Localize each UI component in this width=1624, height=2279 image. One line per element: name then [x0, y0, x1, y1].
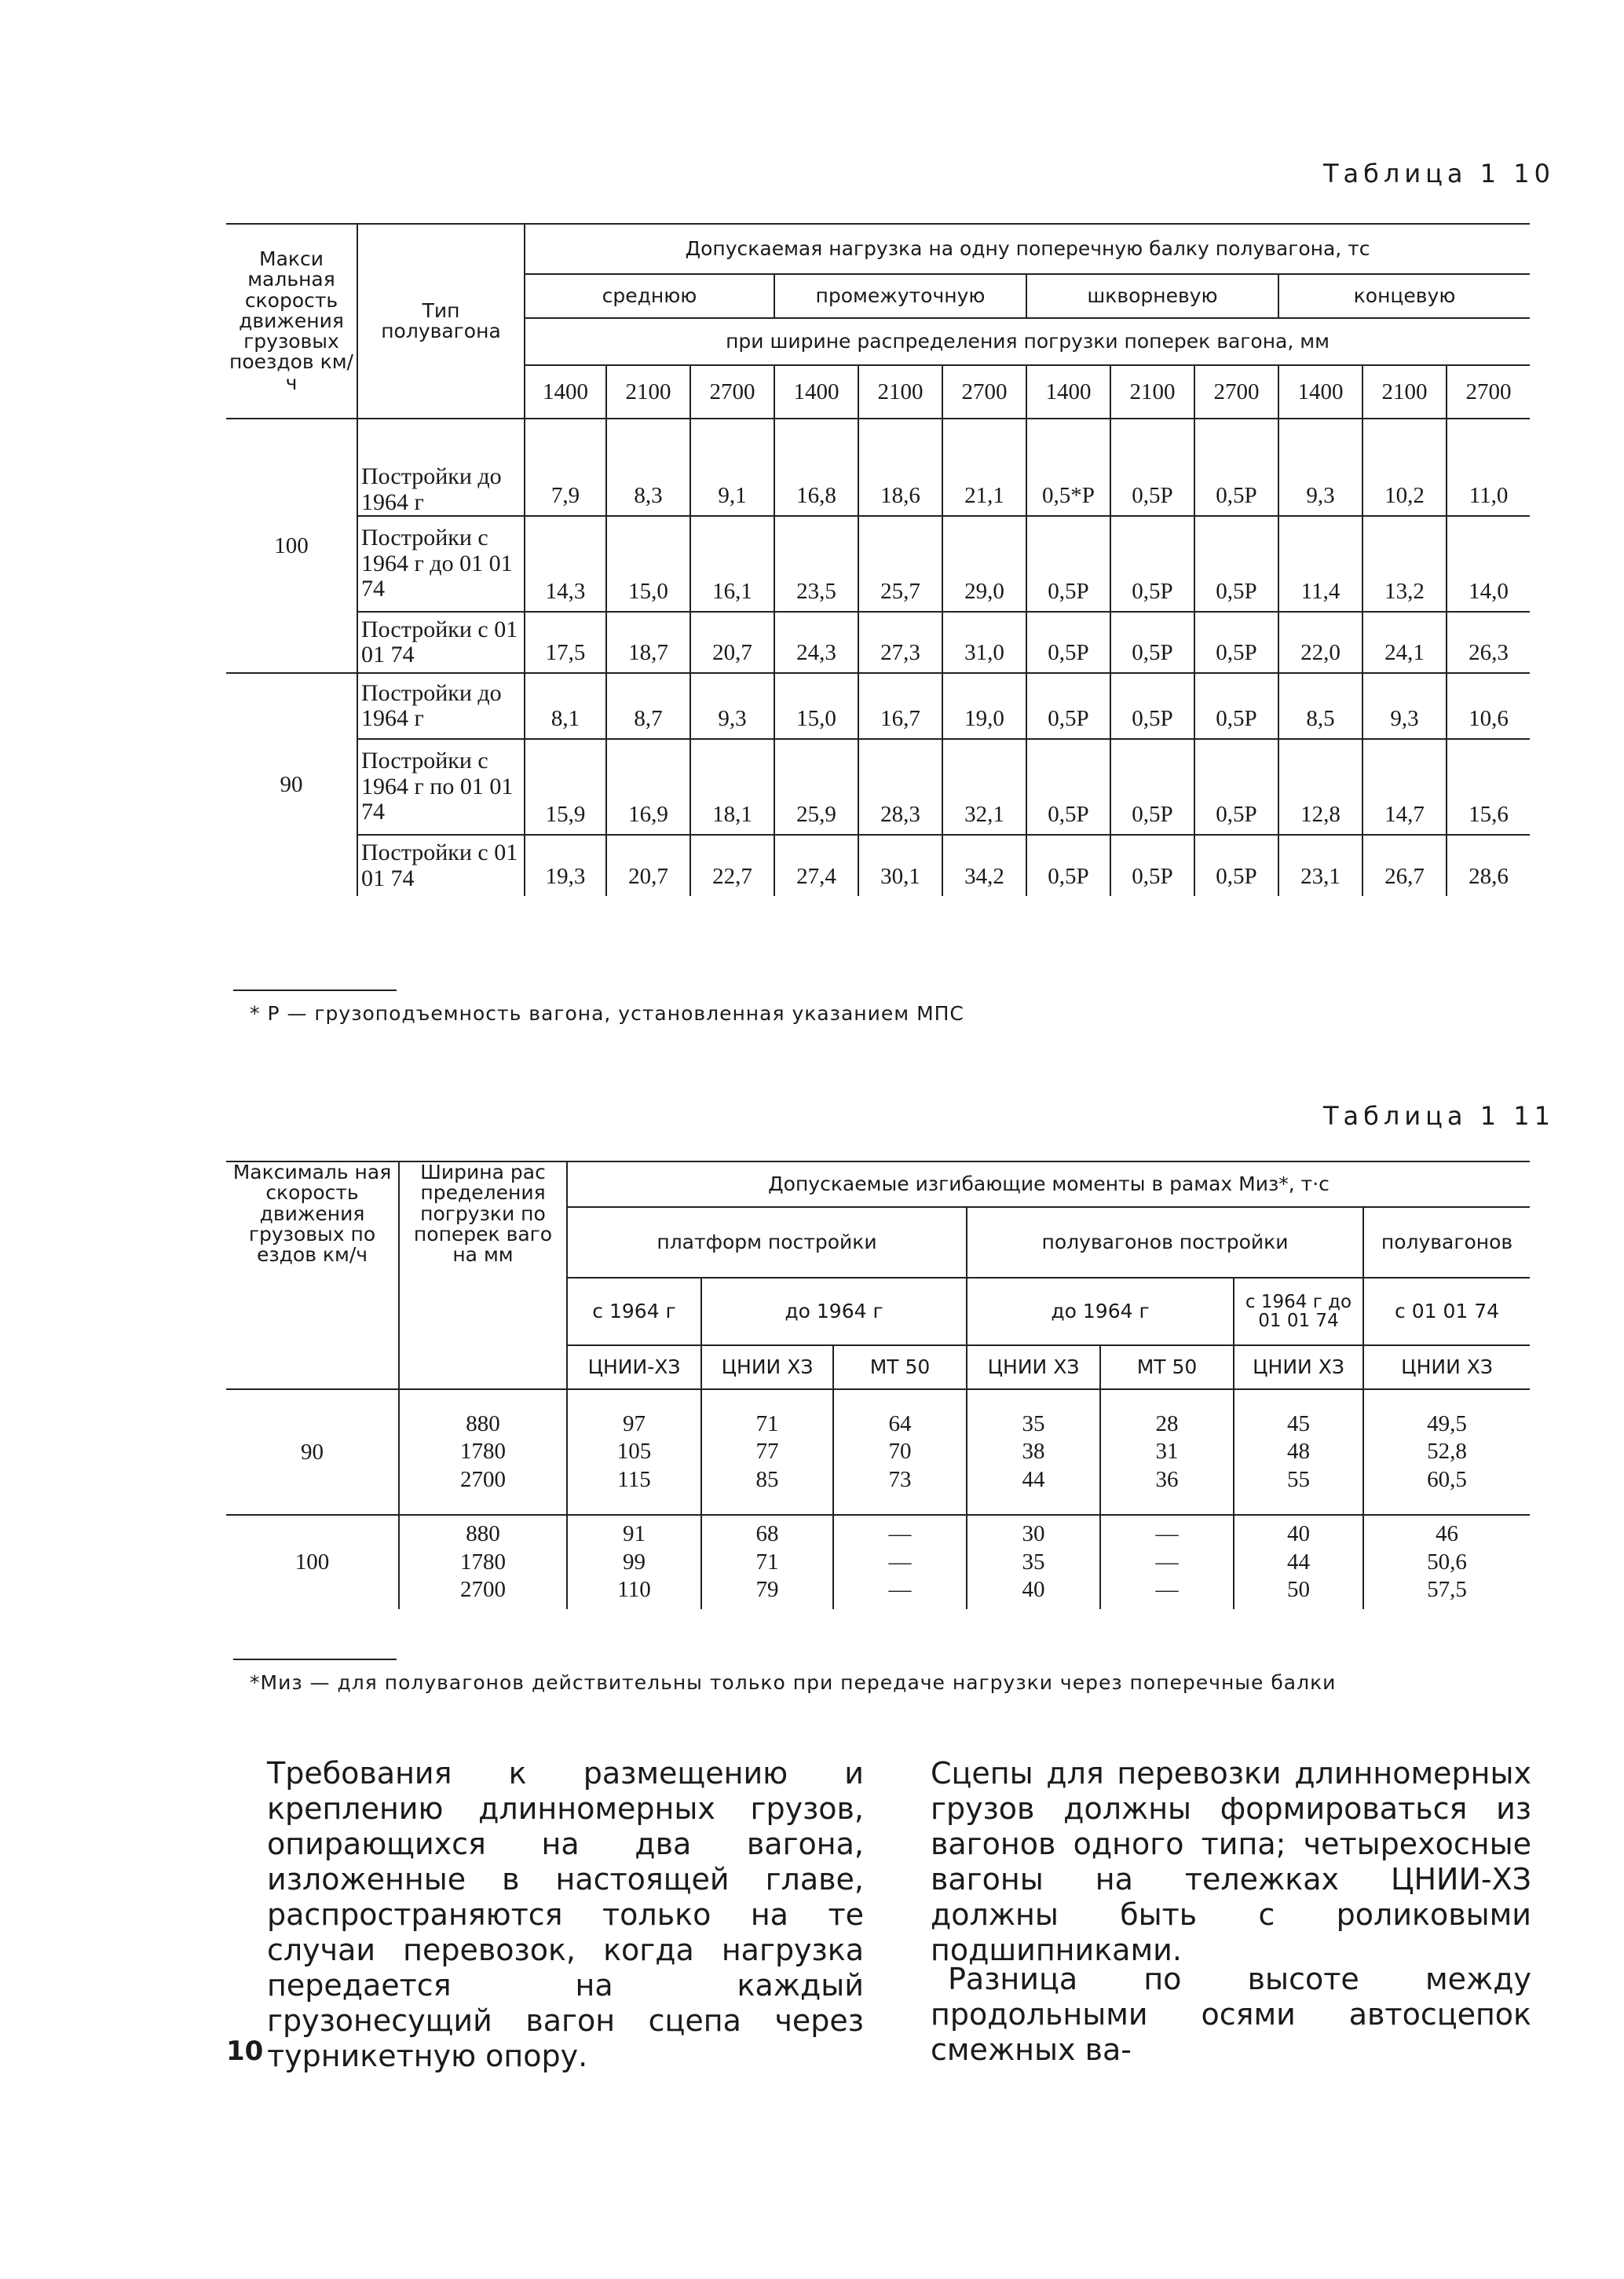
- page-number: 10: [226, 2036, 264, 2067]
- t10-value-cell: 11,0: [1447, 419, 1530, 516]
- t11-value-cell: [833, 1389, 967, 1515]
- t11-header-speed: Максималь ная скорость движения грузовых по ездов км/ч: [226, 1161, 399, 1389]
- t10-value-cell: 20,7: [690, 612, 774, 673]
- t10-value-cell: 7,9: [525, 419, 606, 516]
- t11-value: 36: [1155, 1466, 1179, 1492]
- t10-type-cell: Постройки с 1964 г по 01 01 74: [357, 739, 525, 835]
- t11-value-cell: [701, 1389, 833, 1515]
- t10-value-cell: 19,3: [525, 835, 606, 896]
- t11-header-period: с 01 01 74: [1363, 1278, 1530, 1345]
- t10-value-cell: 10,2: [1362, 419, 1447, 516]
- t10-value-cell: 0,5Р: [1110, 835, 1194, 896]
- t10-value-cell: 0,5Р: [1026, 516, 1110, 612]
- t11-value: 77: [755, 1439, 779, 1465]
- t10-value-cell: 18,6: [858, 419, 942, 516]
- text-left-paragraph: Требования к размещению и креплению длинномерных грузов, опирающихся на два вагона, изложенные в настоящей главе, распространяются только на те случаи перевозок, когда нагрузка передается на каждый грузонесущий вагон сцепа через турникетную опору.: [267, 1756, 864, 2073]
- t11-value-cell: [1100, 1389, 1234, 1515]
- t11-row: [226, 1389, 1530, 1515]
- t11-width-cell: [399, 1389, 567, 1515]
- t10-value-cell: 26,7: [1362, 835, 1447, 896]
- t11-value: 40: [1287, 1521, 1310, 1547]
- t10-value-cell: 30,1: [858, 835, 942, 896]
- t11-width-value: 1780: [460, 1439, 506, 1465]
- t11-value-cell: [1234, 1515, 1363, 1609]
- t11-value-cell: [1234, 1389, 1363, 1515]
- t10-value-cell: 18,7: [606, 612, 690, 673]
- t11-header-moments: Допускаемые изгибающие моменты в рамах Миз*, т·с: [567, 1161, 1530, 1207]
- t10-type-cell: Постройки до 1964 г: [357, 419, 525, 516]
- t10-footnote: * Р — грузоподъемность вагона, установленная указанием МПС: [250, 1002, 964, 1025]
- t11-value: 31: [1155, 1439, 1179, 1465]
- t10-value-cell: 17,5: [525, 612, 606, 673]
- t10-width-label: 2700: [690, 365, 774, 419]
- t10-value-cell: 25,9: [774, 739, 858, 835]
- t10-row: [226, 739, 1530, 835]
- t10-header-width: при ширине распределения погрузки поперек вагона, мм: [525, 318, 1530, 365]
- t10-row: [226, 673, 1530, 739]
- t10-value-cell: 8,5: [1278, 673, 1362, 739]
- t10-width-label: 1400: [774, 365, 858, 419]
- t11-value-cell: [1100, 1515, 1234, 1609]
- t10-value-cell: 21,1: [942, 419, 1026, 516]
- t10-width-label: 2100: [1110, 365, 1194, 419]
- t10-speed-cell: 100: [226, 419, 357, 673]
- t10-value-cell: 12,8: [1278, 739, 1362, 835]
- t11-value: 64: [888, 1410, 912, 1436]
- t10-value-cell: 23,1: [1278, 835, 1362, 896]
- t11-width-value: 880: [466, 1410, 500, 1436]
- t10-value-cell: 23,5: [774, 516, 858, 612]
- t11-speed-cell: 100: [226, 1515, 399, 1609]
- t11-footnote: *Миз — для полувагонов действительны только при передаче нагрузки через поперечные балки: [250, 1671, 1337, 1694]
- t11-bogie-label: МТ 50: [1100, 1345, 1234, 1389]
- t10-value-cell: 9,3: [690, 673, 774, 739]
- t10-width-label: 1400: [1026, 365, 1110, 419]
- t11-value: 52,8: [1427, 1439, 1467, 1465]
- table11-caption: Таблица 1 11: [1323, 1101, 1555, 1131]
- t11-header-period: с 1964 г до 01 01 74: [1234, 1278, 1363, 1345]
- t10-header-group: среднюю: [525, 274, 774, 318]
- t11-value: 50,6: [1427, 1549, 1467, 1575]
- t10-value-cell: 10,6: [1447, 673, 1530, 739]
- t11-value-cell: [833, 1515, 967, 1609]
- t11-value: 45: [1287, 1410, 1310, 1436]
- t11-value: —: [888, 1521, 912, 1547]
- t11-value: 70: [888, 1439, 912, 1465]
- t11-value-cell: [1363, 1389, 1530, 1515]
- t10-header-speed: Макси мальная скорость движения грузовых поездов км/ч: [226, 224, 357, 419]
- t10-value-cell: 0,5Р: [1110, 739, 1194, 835]
- t11-value: —: [1155, 1549, 1179, 1575]
- t10-value-cell: 34,2: [942, 835, 1026, 896]
- t11-value: 48: [1287, 1439, 1310, 1465]
- t10-value-cell: 16,8: [774, 419, 858, 516]
- t10-value-cell: 16,1: [690, 516, 774, 612]
- t10-footnote-rule: [233, 990, 397, 991]
- t10-width-label: 2700: [1194, 365, 1278, 419]
- t11-value: 73: [888, 1466, 912, 1492]
- t10-value-cell: 15,0: [606, 516, 690, 612]
- t11-value: 105: [616, 1439, 652, 1465]
- t11-value: 71: [755, 1549, 779, 1575]
- t10-row: [226, 835, 1530, 896]
- t11-bogie-label: ЦНИИ ХЗ: [701, 1345, 833, 1389]
- t10-width-label: 2100: [606, 365, 690, 419]
- t10-value-cell: 24,1: [1362, 612, 1447, 673]
- t11-value: 38: [1022, 1439, 1045, 1465]
- t10-value-cell: 15,6: [1447, 739, 1530, 835]
- t10-row: [226, 612, 1530, 673]
- t10-width-label: 2700: [1447, 365, 1530, 419]
- t10-value-cell: 9,3: [1362, 673, 1447, 739]
- t10-value-cell: 11,4: [1278, 516, 1362, 612]
- t10-value-cell: 29,0: [942, 516, 1026, 612]
- t11-value: 35: [1022, 1549, 1045, 1575]
- t10-header-group: промежуточную: [774, 274, 1026, 318]
- t11-value-cell: [967, 1515, 1100, 1609]
- t10-value-cell: 15,0: [774, 673, 858, 739]
- t11-value: 60,5: [1427, 1466, 1467, 1492]
- t11-row: [226, 1515, 1530, 1609]
- t11-value: 44: [1287, 1549, 1310, 1575]
- t11-value: 49,5: [1427, 1410, 1467, 1436]
- t10-value-cell: 0,5Р: [1194, 835, 1278, 896]
- t10-value-cell: 13,2: [1362, 516, 1447, 612]
- t11-value: 46: [1436, 1521, 1459, 1547]
- t11-value: 110: [617, 1577, 651, 1603]
- t11-bogie-label: ЦНИИ ХЗ: [967, 1345, 1100, 1389]
- t10-value-cell: 8,7: [606, 673, 690, 739]
- t11-value: 91: [623, 1521, 646, 1547]
- t11-value-cell: [567, 1389, 701, 1515]
- t10-value-cell: 20,7: [606, 835, 690, 896]
- t11-speed-cell: 90: [226, 1389, 399, 1515]
- t11-width-value: 880: [466, 1521, 500, 1547]
- t10-value-cell: 0,5Р: [1194, 673, 1278, 739]
- t11-footnote-rule: [233, 1659, 397, 1660]
- t11-value: 55: [1287, 1466, 1310, 1492]
- t11-width-value: 2700: [460, 1466, 506, 1492]
- t10-width-label: 1400: [1278, 365, 1362, 419]
- t10-value-cell: 9,1: [690, 419, 774, 516]
- t11-bogie-label: ЦНИИ ХЗ: [1234, 1345, 1363, 1389]
- t11-header-group: полувагонов постройки: [967, 1207, 1363, 1278]
- t10-value-cell: 28,3: [858, 739, 942, 835]
- t10-value-cell: 27,4: [774, 835, 858, 896]
- t11-header-period: с 1964 г: [567, 1278, 701, 1345]
- t10-value-cell: 22,0: [1278, 612, 1362, 673]
- t10-value-cell: 0,5Р: [1110, 673, 1194, 739]
- t10-value-cell: 19,0: [942, 673, 1026, 739]
- t10-header-load: Допускаемая нагрузка на одну поперечную балку полувагона, тс: [525, 224, 1530, 274]
- t10-value-cell: 14,3: [525, 516, 606, 612]
- t11-value-cell: [567, 1515, 701, 1609]
- table10: [226, 223, 1530, 896]
- t10-type-cell: Постройки с 01 01 74: [357, 835, 525, 896]
- t10-header-group: концевую: [1278, 274, 1530, 318]
- t10-type-cell: Постройки с 1964 г до 01 01 74: [357, 516, 525, 612]
- t11-value: —: [888, 1577, 912, 1603]
- t10-value-cell: 0,5Р: [1194, 516, 1278, 612]
- t11-value: 85: [755, 1466, 779, 1492]
- t10-value-cell: 9,3: [1278, 419, 1362, 516]
- t10-width-label: 2100: [858, 365, 942, 419]
- t10-value-cell: 22,7: [690, 835, 774, 896]
- t10-value-cell: 15,9: [525, 739, 606, 835]
- t11-value: 28: [1155, 1410, 1179, 1436]
- t10-value-cell: 28,6: [1469, 864, 1509, 889]
- t11-value: 44: [1022, 1466, 1045, 1492]
- t10-value-cell: 0,5Р: [1026, 739, 1110, 835]
- t11-value: 68: [755, 1521, 779, 1547]
- t10-type-cell: Постройки с 01 01 74: [357, 612, 525, 673]
- t10-value-cell: 0,5Р: [1194, 612, 1278, 673]
- text-right-paragraph-1: Сцепы для перевозки длинномерных грузов должны формироваться из вагонов одного типа; четырехосные вагоны на тележках ЦНИИ-ХЗ должны быть с роликовыми подшипниками.: [931, 1756, 1531, 1967]
- t11-value: 79: [755, 1577, 779, 1603]
- t11-value: 97: [623, 1410, 646, 1436]
- t10-speed-cell: 90: [226, 673, 357, 896]
- t10-value-cell: 16,7: [858, 673, 942, 739]
- table11: [226, 1161, 1530, 1609]
- t10-width-label: 2100: [1362, 365, 1447, 419]
- t10-type-cell: Постройки до 1964 г: [357, 673, 525, 739]
- t10-value-cell: 27,3: [858, 612, 942, 673]
- t11-width-value: 2700: [460, 1577, 506, 1603]
- t11-value: 57,5: [1427, 1577, 1467, 1603]
- t10-row: [226, 516, 1530, 612]
- t10-value-cell: 0,5Р: [1110, 516, 1194, 612]
- t10-value-cell: 14,0: [1447, 516, 1530, 612]
- t10-value-cell: 0,5Р: [1026, 835, 1110, 896]
- t10-value-cell: 0,5Р: [1026, 673, 1110, 739]
- t11-value: 30: [1022, 1521, 1045, 1547]
- t11-width-cell: [399, 1515, 567, 1609]
- t10-value-cell: 26,3: [1447, 612, 1530, 673]
- t10-value-cell: 32,1: [942, 739, 1026, 835]
- t10-value-cell: 25,7: [858, 516, 942, 612]
- t10-header-group: шкворневую: [1026, 274, 1278, 318]
- t10-value-cell: 0,5Р: [1110, 419, 1194, 516]
- t11-header-group: платформ постройки: [567, 1207, 967, 1278]
- table10-caption: Таблица 1 10: [1323, 159, 1555, 188]
- t10-value-cell: 24,3: [774, 612, 858, 673]
- t11-bogie-label: МТ 50: [833, 1345, 967, 1389]
- t11-value: 99: [623, 1549, 646, 1575]
- t10-header-type: Тип полувагона: [357, 224, 525, 419]
- t10-width-label: 2700: [942, 365, 1026, 419]
- t10-width-label: 1400: [525, 365, 606, 419]
- t10-row: [226, 419, 1530, 516]
- t11-value: —: [1155, 1577, 1179, 1603]
- t10-value-cell: 16,9: [606, 739, 690, 835]
- t10-value-cell: 18,1: [690, 739, 774, 835]
- t11-value: —: [1155, 1521, 1179, 1547]
- t10-value-cell: 8,3: [606, 419, 690, 516]
- t10-value-cell: 14,7: [1362, 739, 1447, 835]
- t11-width-value: 1780: [460, 1549, 506, 1575]
- t11-header-width: Ширина рас пределения погрузки по поперек ваго на мм: [399, 1161, 567, 1389]
- t11-value: 35: [1022, 1410, 1045, 1436]
- text-right-paragraph-2: Разница по высоте между продольными осями автосцепок смежных ва-: [931, 1962, 1531, 2067]
- t10-value-cell: 0,5Р: [1026, 612, 1110, 673]
- t10-value-cell: 31,0: [942, 612, 1026, 673]
- t11-value: —: [888, 1549, 912, 1575]
- t10-value-cell: 0,5Р: [1110, 612, 1194, 673]
- t11-header-period: до 1964 г: [967, 1278, 1234, 1345]
- t10-value-cell: 0,5Р: [1194, 419, 1278, 516]
- t10-value-cell: 0,5*Р: [1026, 419, 1110, 516]
- t11-value-cell: [967, 1389, 1100, 1515]
- t11-bogie-label: ЦНИИ ХЗ: [1363, 1345, 1530, 1389]
- t10-value-cell: 0,5Р: [1194, 739, 1278, 835]
- t11-bogie-label: ЦНИИ-ХЗ: [567, 1345, 701, 1389]
- t11-value: 50: [1287, 1577, 1310, 1603]
- t11-header-group: полувагонов: [1363, 1207, 1530, 1278]
- t11-value: 40: [1022, 1577, 1045, 1603]
- t11-value-cell: [701, 1515, 833, 1609]
- t11-value-cell: [1363, 1515, 1530, 1609]
- t11-header-period: до 1964 г: [701, 1278, 967, 1345]
- t10-value-cell: 8,1: [525, 673, 606, 739]
- t11-value: 115: [617, 1466, 651, 1492]
- t11-value: 71: [755, 1410, 779, 1436]
